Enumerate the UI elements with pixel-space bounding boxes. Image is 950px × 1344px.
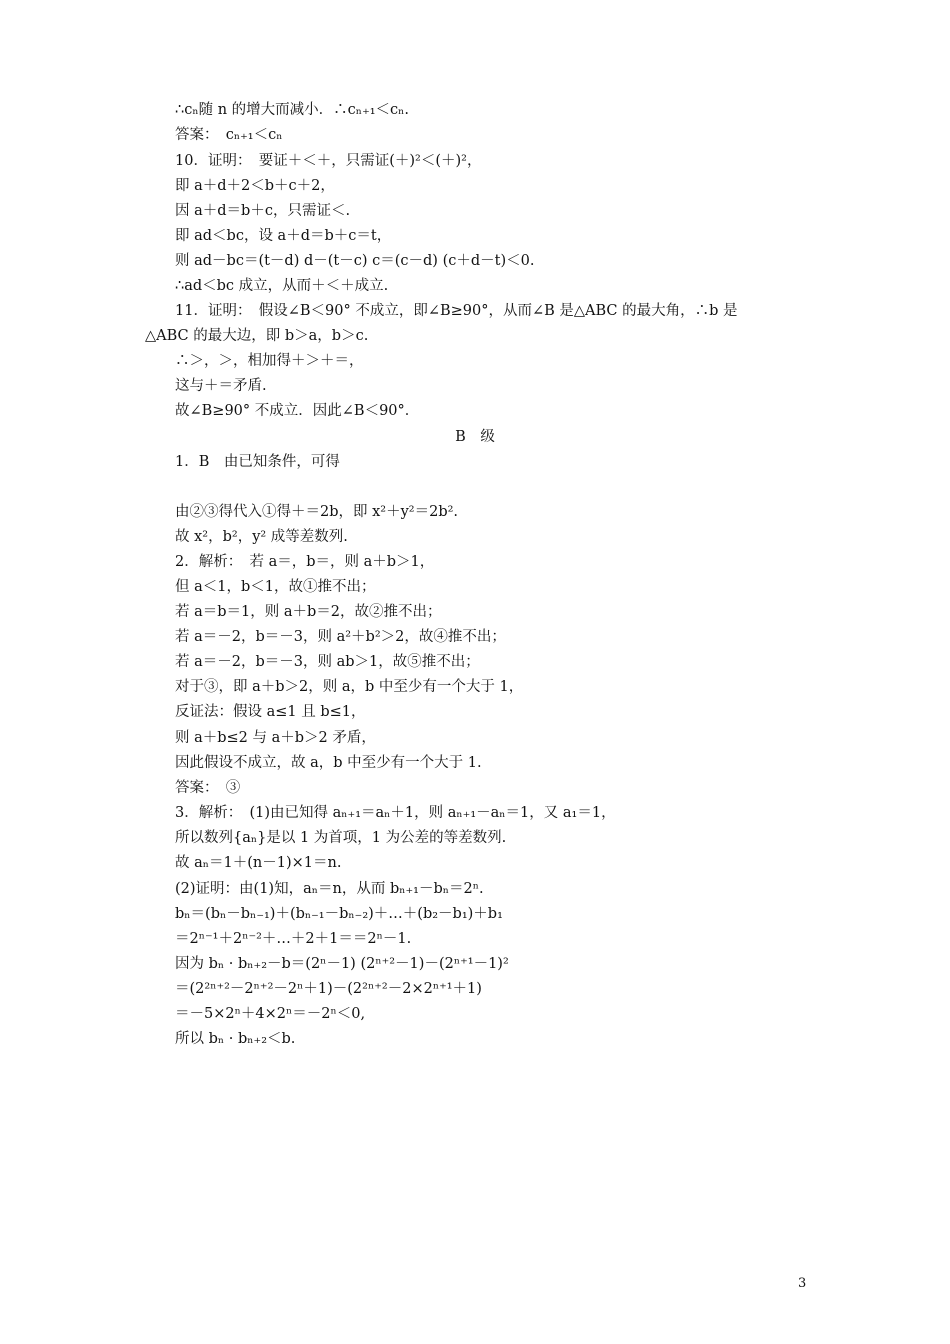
text-line: 因此假设不成立，故 a，b 中至少有一个大于 1. <box>175 755 482 771</box>
text-line: (2)证明：由(1)知，aₙ＝n，从而 bₙ₊₁－bₙ＝2ⁿ. <box>175 881 484 897</box>
text-line: ∴ad＜bc 成立，从而＋＜＋成立. <box>175 278 389 294</box>
text-line: 即 ad＜bc，设 a＋d＝b＋c＝t， <box>175 228 392 244</box>
text-line: 对于③，即 a＋b＞2，则 a，b 中至少有一个大于 1， <box>175 679 524 695</box>
text-line: ＝(2²ⁿ⁺²－2ⁿ⁺²－2ⁿ＋1)－(2²ⁿ⁺²－2×2ⁿ⁺¹＋1) <box>175 981 482 997</box>
text-line: ∴＞，＞，相加得＋＞＋＝， <box>175 353 364 369</box>
text-line: 故 aₙ＝1＋(n－1)×1＝n. <box>175 855 342 871</box>
text-line: ∴cₙ随 n 的增大而减小．∴cₙ₊₁＜cₙ. <box>175 102 410 118</box>
text-line: 答案： ③ <box>175 780 241 796</box>
page-number: 3 <box>798 1276 807 1291</box>
text-line: bₙ＝(bₙ－bₙ₋₁)＋(bₙ₋₁－bₙ₋₂)＋…＋(b₂－b₁)＋b₁ <box>175 906 503 922</box>
text-line: 因为 bₙ · bₙ₊₂－b＝(2ⁿ－1) (2ⁿ⁺²－1)－(2ⁿ⁺¹－1)² <box>175 956 509 972</box>
text-line: 3．解析： (1)由已知得 aₙ₊₁＝aₙ＋1，则 aₙ₊₁－aₙ＝1，又 a₁＝1， <box>175 805 616 821</box>
text-line: 则 ad－bc＝(t－d) d－(t－c) c＝(c－d) (c＋d－t)＜0. <box>175 253 535 269</box>
text-line: 答案： cₙ₊₁＜cₙ <box>175 127 283 143</box>
text-line: ＝2ⁿ⁻¹＋2ⁿ⁻²＋…＋2＋1＝＝2ⁿ－1. <box>175 931 412 947</box>
text-line: 即 a＋d＋2＜b＋c＋2， <box>175 178 335 194</box>
text-line: 由②③得代入①得＋＝2b，即 x²＋y²＝2b². <box>175 504 459 520</box>
section-heading: B 级 <box>455 429 495 445</box>
text-line: 故∠B≥90° 不成立．因此∠B＜90°． <box>175 403 420 419</box>
text-line: 但 a＜1，b＜1，故①推不出； <box>175 579 376 595</box>
text-line: ＝－5×2ⁿ＋4×2ⁿ＝－2ⁿ＜0, <box>175 1006 366 1022</box>
text-line: △ABC 的最大边，即 b＞a，b＞c. <box>145 328 369 344</box>
text-line: 这与＋＝矛盾. <box>175 378 267 394</box>
text-line: 所以 bₙ · bₙ₊₂＜b. <box>175 1031 296 1047</box>
text-line: 因 a＋d＝b＋c，只需证＜. <box>175 203 351 219</box>
text-line: 10．证明： 要证＋＜＋，只需证(＋)²＜(＋)²， <box>175 153 482 169</box>
text-line: 11．证明： 假设∠B＜90° 不成立，即∠B≥90°，从而∠B 是△ABC 的最大角，∴b 是 <box>175 303 738 319</box>
text-line: 若 a＝－2，b＝－3，则 ab＞1，故⑤推不出； <box>175 654 480 670</box>
text-line: 反证法：假设 a≤1 且 b≤1， <box>175 704 366 720</box>
text-line: 1．B 由已知条件，可得 <box>175 454 340 470</box>
text-line: 2．解析： 若 a＝，b＝，则 a＋b＞1， <box>175 554 435 570</box>
text-line: 则 a＋b≤2 与 a＋b＞2 矛盾， <box>175 730 376 746</box>
text-line: 故 x²，b²，y² 成等差数列. <box>175 529 348 545</box>
text-line: 若 a＝b＝1，则 a＋b＝2，故②推不出； <box>175 604 442 620</box>
text-line: 若 a＝－2，b＝－3，则 a²＋b²＞2，故④推不出； <box>175 629 506 645</box>
text-line: 所以数列{aₙ}是以 1 为首项，1 为公差的等差数列. <box>175 830 507 846</box>
